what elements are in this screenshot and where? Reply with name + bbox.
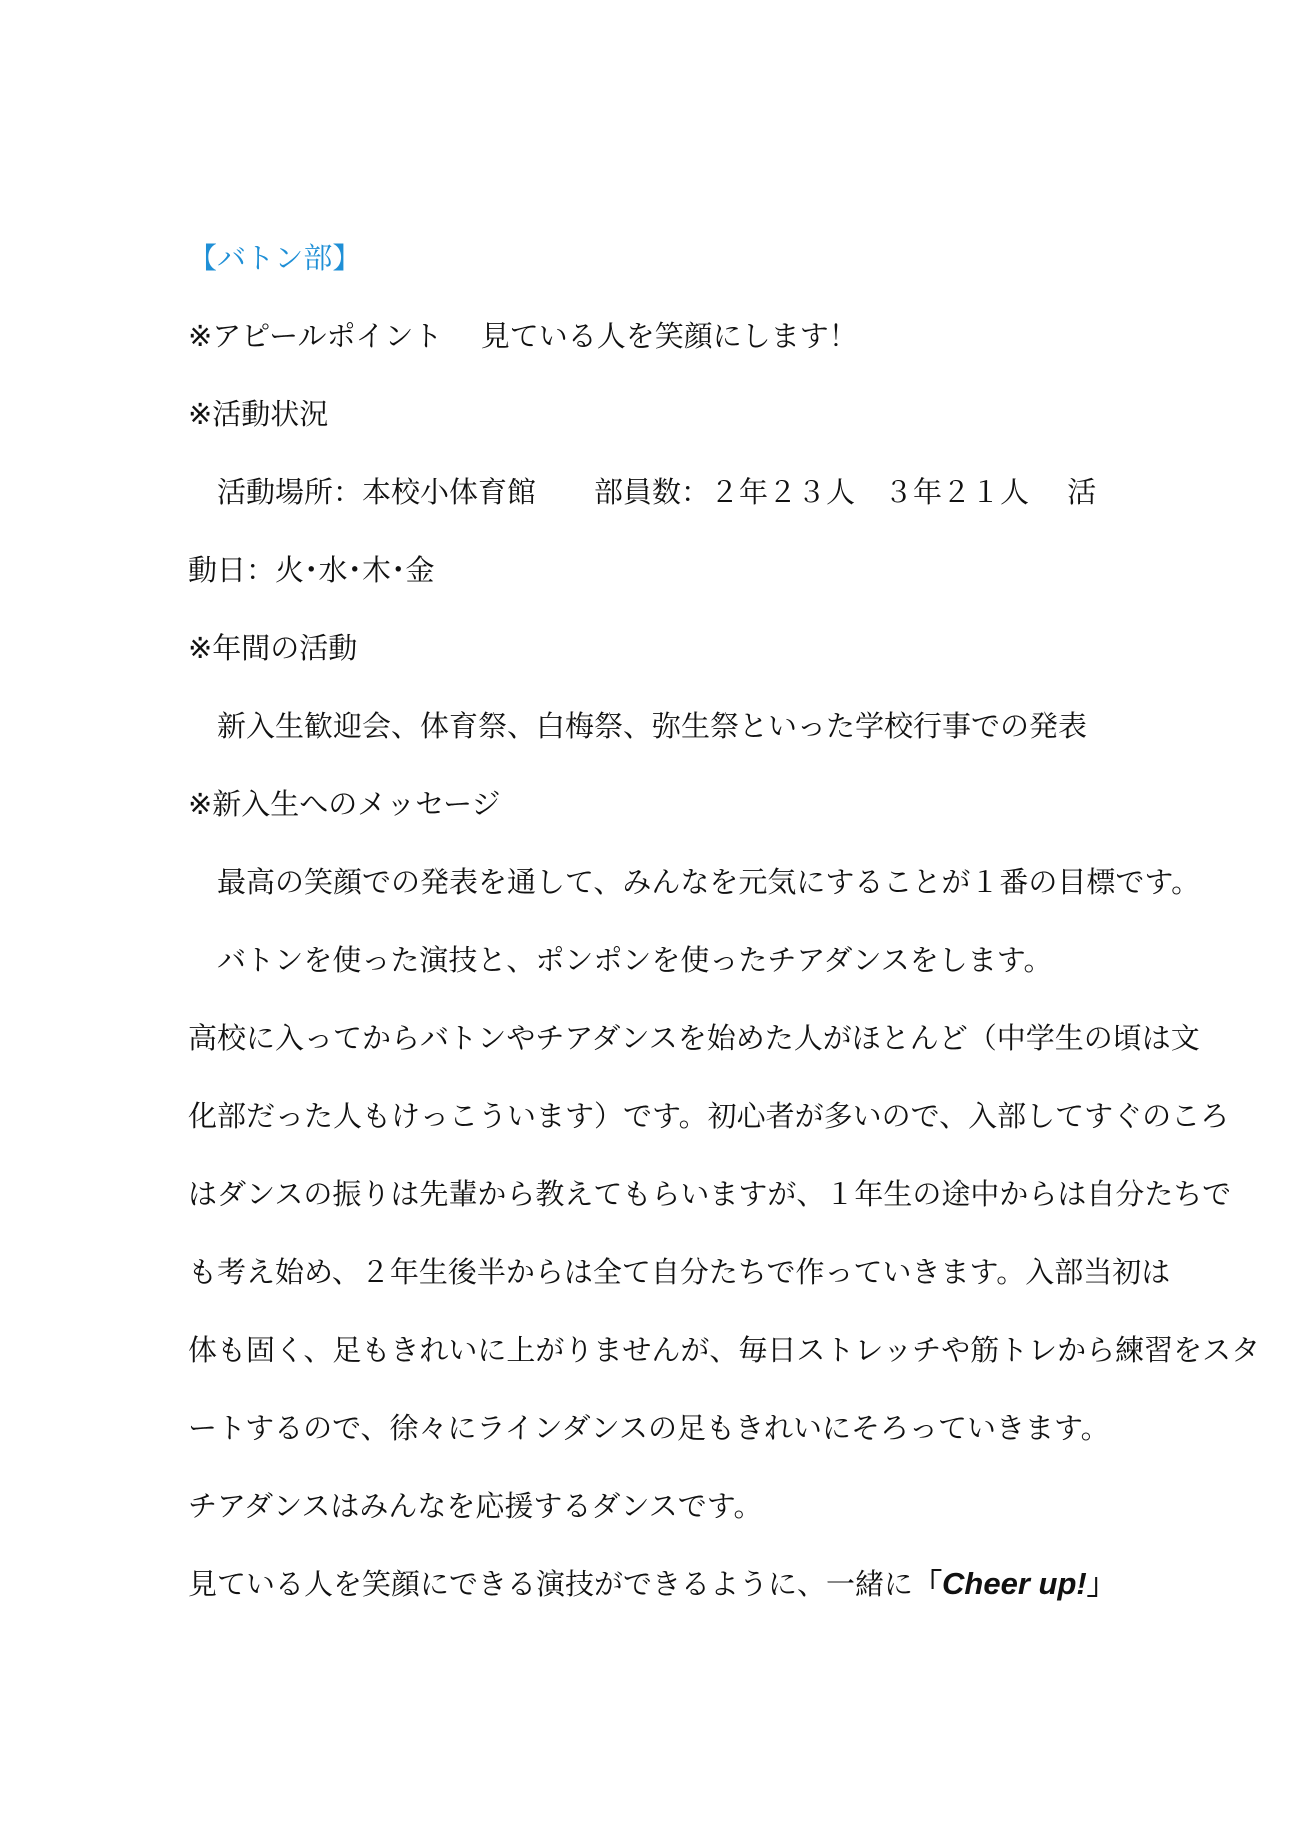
- closing-open-bracket: 「: [913, 1567, 943, 1601]
- club-heading: 【バトン部】: [188, 241, 362, 275]
- message-label: ※新入生へのメッセージ: [188, 787, 501, 821]
- cheer-up-text: Cheer up!: [942, 1566, 1087, 1601]
- closing-prefix: 見ている人を笑顔にできる演技ができるように、一緒に: [188, 1567, 914, 1601]
- cheer-dance-line: チアダンスはみんなを応援するダンスです。: [188, 1489, 763, 1523]
- paragraph-line-4: も考え始め、２年生後半からは全て自分たちで作っていきます。入部当初は: [188, 1255, 1171, 1289]
- paragraph-line-2: 化部だった人もけっこういます）です。初心者が多いので、入部してすぐのころ: [188, 1099, 1230, 1133]
- paragraph-line-3: はダンスの振りは先輩から教えてもらいますが、１年生の途中からは自分たちで: [188, 1177, 1232, 1211]
- appeal-point: ※アピールポイント 見ている人を笑顔にします！: [188, 319, 858, 353]
- message-line-1: 最高の笑顔での発表を通して、みんなを元気にすることが１番の目標です。: [188, 865, 1201, 899]
- annual-activities-text: 新入生歓迎会、体育祭、白梅祭、弥生祭といった学校行事での発表: [188, 709, 1088, 743]
- message-line-2: バトンを使った演技と、ポンポンを使ったチアダンスをします。: [188, 943, 1053, 977]
- activity-details-line-2: 動日：火･水･木･金: [188, 553, 435, 587]
- activity-details-line-1: 活動場所：本校小体育館 部員数：２年２３人 ３年２１人 活: [188, 475, 1097, 509]
- closing-line: [188, 1564, 1116, 1604]
- paragraph-line-1: 高校に入ってからバトンやチアダンスを始めた人がほとんど（中学生の頃は文: [188, 1021, 1200, 1055]
- paragraph-line-5: 体も固く、足もきれいに上がりませんが、毎日ストレッチや筋トレから練習をスタ: [188, 1333, 1261, 1367]
- closing-close-bracket: 」: [1086, 1567, 1116, 1601]
- paragraph-line-6: ートするので、徐々にラインダンスの足もきれいにそろっていきます。: [188, 1411, 1110, 1445]
- activity-status-label: ※活動状況: [188, 397, 329, 431]
- annual-activities-label: ※年間の活動: [188, 631, 358, 665]
